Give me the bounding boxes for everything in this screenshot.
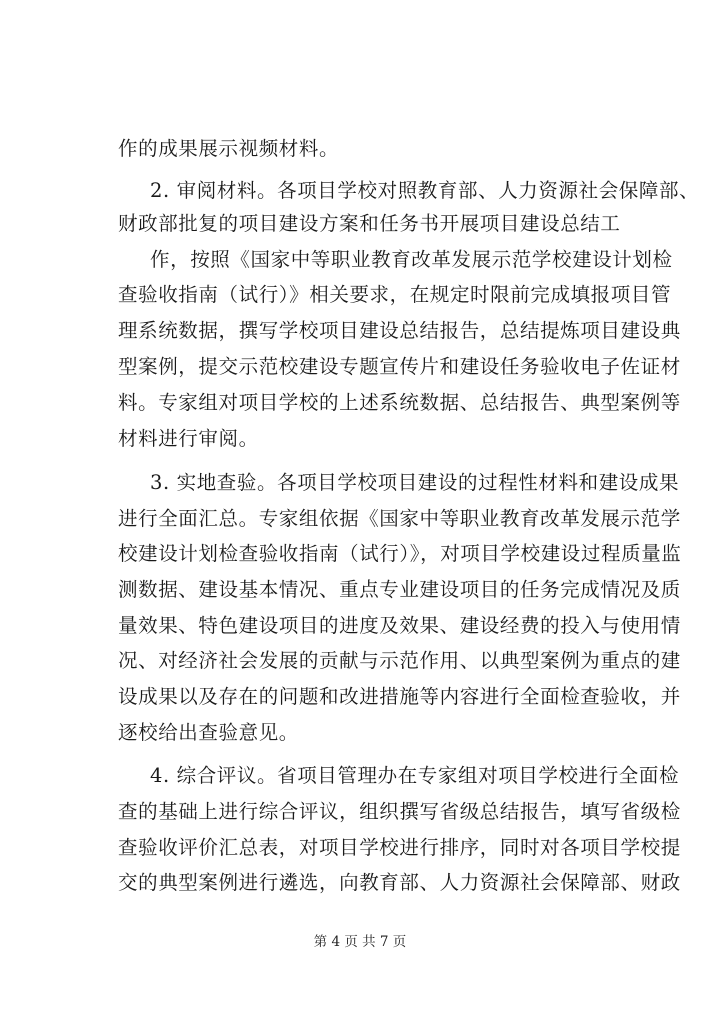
- body-line: 逐校给出查验意见。: [118, 721, 299, 744]
- body-line: 进行全面汇总。专家组依据《国家中等职业教育改革发展示范学: [118, 507, 681, 530]
- body-line: 量效果、特色建设项目的进度及效果、建设经费的投入与使用情: [118, 614, 681, 637]
- body-line: 交的典型案例进行遴选，向教育部、人力资源社会保障部、财政: [118, 871, 681, 894]
- page-footer: 第 4 页 共 7 页: [313, 934, 407, 950]
- body-line: 设成果以及存在的问题和改进措施等内容进行全面检查验收，并: [118, 685, 681, 708]
- paragraph-heading-line: 3. 实地查验。各项目学校项目建设的过程性材料和建设成果: [150, 471, 680, 494]
- body-line: 理系统数据，撰写学校项目建设总结报告，总结提炼项目建设典: [118, 319, 681, 342]
- body-line: 查验收评价汇总表，对项目学校进行排序，同时对各项目学校提: [118, 836, 681, 859]
- body-line: 型案例，提交示范校建设专题宣传片和建设任务验收电子佐证材: [118, 355, 681, 378]
- body-line: 校建设计划检查验收指南（试行）》，对项目学校建设过程质量监: [118, 542, 682, 565]
- body-line: 财政部批复的项目建设方案和任务书开展项目建设总结工: [118, 212, 621, 235]
- paragraph-heading-line: 4. 综合评议。省项目管理办在专家组对项目学校进行全面检: [150, 764, 680, 787]
- paragraph-heading-line: 2. 审阅材料。各项目学校对照教育部、人力资源社会保障部、: [150, 179, 700, 202]
- body-line: 作的成果展示视频材料。: [118, 137, 340, 160]
- body-line: 材料进行审阅。: [118, 427, 259, 450]
- body-line: 测数据、建设基本情况、重点专业建设项目的任务完成情况及质: [118, 578, 681, 601]
- body-line: 料。专家组对项目学校的上述系统数据、总结报告、典型案例等: [118, 391, 681, 414]
- body-line: 作，按照《国家中等职业教育改革发展示范学校建设计划检: [150, 248, 673, 271]
- body-line: 况、对经济社会发展的贡献与示范作用、以典型案例为重点的建: [118, 649, 681, 672]
- body-line: 查的基础上进行综合评议，组织撰写省级总结报告，填写省级检: [118, 800, 681, 823]
- body-line: 查验收指南（试行）》相关要求，在规定时限前完成填报项目管: [118, 283, 672, 306]
